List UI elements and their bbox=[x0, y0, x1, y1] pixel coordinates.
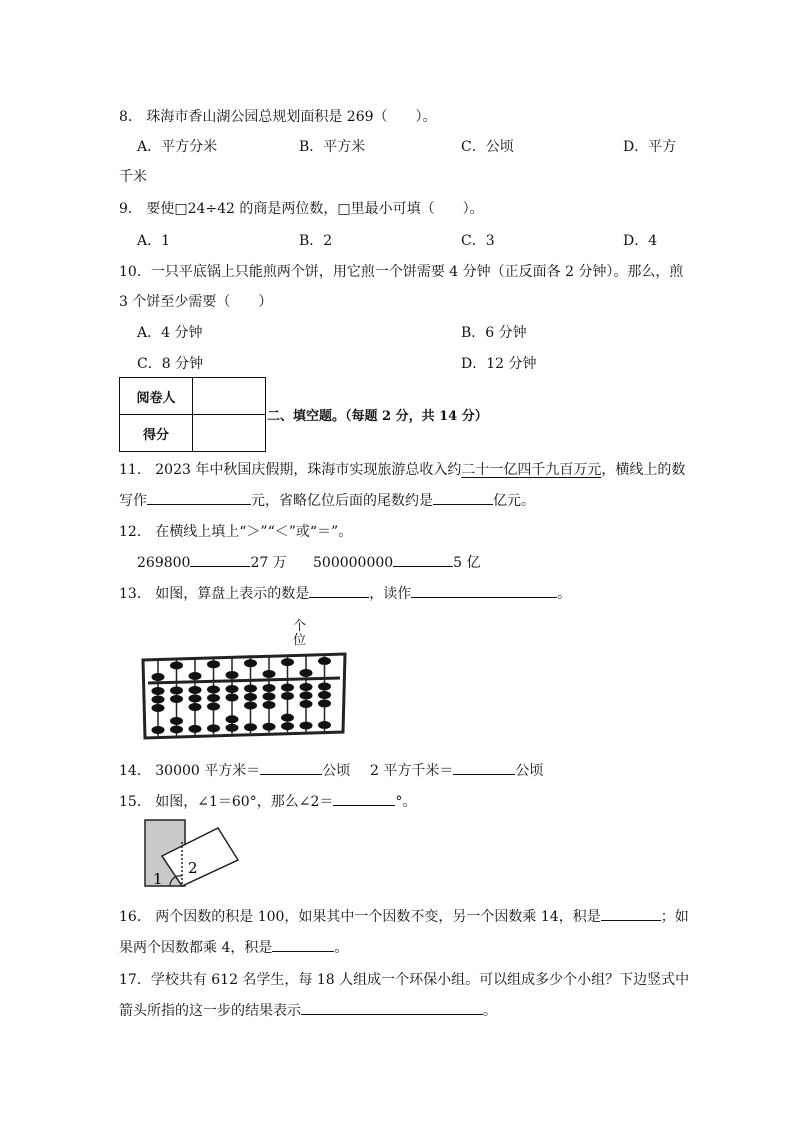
section-2-title: 二、填空题。（每题 2 分，共 14 分） bbox=[267, 409, 488, 424]
abacus-lower-bead bbox=[189, 686, 202, 694]
q8-option-d: D．平方 bbox=[623, 139, 677, 155]
abacus-lower-bead bbox=[300, 692, 313, 700]
reviewer-label: 阅卷人 bbox=[120, 378, 193, 415]
abacus-lower-bead bbox=[170, 717, 183, 725]
abacus-lower-bead bbox=[152, 726, 165, 734]
q8-stem: 8． 珠海市香山湖公园总规划面积是 269（ ）。 bbox=[119, 109, 437, 125]
q8-option-c: C．公顷 bbox=[461, 139, 514, 155]
q10-option-a: A．4 分钟 bbox=[137, 325, 203, 341]
abacus-upper-bead bbox=[170, 661, 183, 669]
q13-blank-2[interactable] bbox=[411, 584, 557, 598]
q9-stem: 9． 要使□24÷42 的商是两位数，□里最小可填（ ）。 bbox=[119, 201, 484, 217]
q10-option-d: D．12 分钟 bbox=[461, 356, 537, 372]
q16-line2-a: 果两个因数都乘 4，积是 bbox=[119, 940, 273, 956]
q9-option-a: A．1 bbox=[137, 233, 171, 249]
abacus-lower-bead bbox=[170, 695, 183, 703]
abacus-lower-bead bbox=[318, 700, 331, 708]
abacus-lower-bead bbox=[226, 715, 239, 723]
angle-figure bbox=[142, 818, 242, 888]
abacus-upper-bead bbox=[207, 660, 220, 668]
abacus-label-char-1: 个 bbox=[293, 619, 307, 634]
q12-blank-2[interactable] bbox=[393, 553, 453, 567]
abacus-lower-bead bbox=[281, 722, 294, 730]
q14-blank-2[interactable] bbox=[453, 761, 515, 775]
abacus-upper-bead bbox=[244, 659, 257, 667]
angle-2-label: 2 bbox=[188, 859, 198, 877]
abacus-lower-bead bbox=[170, 687, 183, 695]
abacus-lower-bead bbox=[244, 693, 257, 701]
abacus-upper-bead bbox=[318, 657, 331, 665]
q11-line2-c: 亿元。 bbox=[493, 493, 535, 509]
abacus-lower-bead bbox=[152, 704, 165, 712]
abacus-lower-bead bbox=[207, 686, 220, 694]
q11-underlined-amount: 二十一亿四千九百万元 bbox=[461, 462, 602, 478]
q14-b-suffix: 公顷 bbox=[515, 763, 544, 779]
q11-line2-b: 元，省略亿位后面的尾数约是 bbox=[251, 493, 433, 509]
q11-line1 bbox=[119, 459, 685, 479]
score-label: 得分 bbox=[120, 415, 193, 452]
q15-stem-a: 15． 如图，∠1＝60°，那么∠2＝ bbox=[119, 794, 334, 810]
q14-b-prefix: 2 平方千米＝ bbox=[370, 763, 454, 779]
q10-option-c: C．8 分钟 bbox=[137, 356, 204, 372]
q10-option-b: B．6 分钟 bbox=[461, 325, 527, 341]
q11-blank-1[interactable] bbox=[147, 491, 251, 505]
q13-stem-c: 。 bbox=[557, 586, 572, 602]
q11-line1-prefix: 11． 2023 年中秋国庆假期，珠海市实现旅游总收入约 bbox=[119, 462, 462, 478]
abacus-lower-bead bbox=[263, 684, 276, 692]
abacus-lower-bead bbox=[189, 725, 202, 733]
abacus-label-ge bbox=[293, 620, 306, 648]
q9-option-c: C．3 bbox=[461, 233, 495, 249]
q9-option-b: B．2 bbox=[299, 233, 333, 249]
q12-left-a: 269800 bbox=[137, 555, 191, 571]
abacus-lower-bead bbox=[244, 702, 257, 710]
q12-left-b: 27 万 bbox=[250, 555, 287, 571]
score-box bbox=[119, 377, 266, 452]
abacus-upper-bead bbox=[152, 673, 165, 681]
abacus-lower-bead bbox=[263, 693, 276, 701]
abacus-lower-bead bbox=[281, 692, 294, 700]
q11-line1-suffix: ，横线上的数 bbox=[601, 462, 686, 478]
q15-stem-b: °。 bbox=[395, 794, 417, 810]
abacus-lower-bead bbox=[263, 701, 276, 709]
abacus-upper-bead bbox=[263, 670, 276, 678]
abacus-lower-bead bbox=[207, 694, 220, 702]
abacus-lower-bead bbox=[281, 684, 294, 692]
abacus-figure bbox=[140, 652, 348, 742]
q12-right-b: 5 亿 bbox=[453, 555, 481, 571]
angle-1-label: 1 bbox=[153, 870, 163, 888]
q8-option-b: B．平方米 bbox=[299, 139, 366, 155]
q16-line1 bbox=[119, 906, 689, 926]
q14-blank-1[interactable] bbox=[260, 761, 322, 775]
q12-stem: 12． 在横线上填上“＞”“＜”或“＝”。 bbox=[119, 524, 353, 540]
q16-line1-a: 16． 两个因数的积是 100，如果其中一个因数不变，另一个因数乘 14，积是 bbox=[119, 909, 601, 925]
q17-line2-b: 。 bbox=[483, 1003, 497, 1019]
q17-blank[interactable] bbox=[301, 1001, 483, 1015]
abacus-lower-bead bbox=[152, 687, 165, 695]
abacus-lower-bead bbox=[207, 703, 220, 711]
q8-option-a: A．平方分米 bbox=[137, 139, 218, 155]
abacus-lower-bead bbox=[300, 700, 313, 708]
q16-line1-b: ；如 bbox=[660, 909, 689, 925]
q14-part-a bbox=[119, 760, 350, 780]
abacus-lower-bead bbox=[281, 714, 294, 722]
abacus-lower-bead bbox=[318, 721, 331, 729]
q17-line2 bbox=[119, 1000, 497, 1020]
q17-line1: 17．学校共有 612 名学生，每 18 人组成一个环保小组。可以组成多少个小组？下边竖式中 bbox=[119, 972, 690, 988]
q15-blank[interactable] bbox=[333, 792, 395, 806]
abacus-lower-bead bbox=[263, 723, 276, 731]
q15-stem bbox=[119, 791, 416, 811]
q14-a-prefix: 14． 30000 平方米＝ bbox=[119, 763, 261, 779]
abacus-upper-bead bbox=[189, 672, 202, 680]
abacus-lower-bead bbox=[244, 723, 257, 731]
abacus-lower-bead bbox=[318, 691, 331, 699]
q13-stem bbox=[119, 583, 571, 603]
q12-blank-1[interactable] bbox=[190, 553, 250, 567]
q13-stem-a: 13． 如图，算盘上表示的数是 bbox=[119, 586, 310, 602]
q16-blank-1[interactable] bbox=[601, 907, 661, 921]
q8-option-d-wrap: 千米 bbox=[119, 169, 147, 185]
q16-line2 bbox=[119, 937, 348, 957]
abacus-lower-bead bbox=[226, 685, 239, 693]
q12-right-a: 500000000 bbox=[313, 555, 394, 571]
q11-line2 bbox=[119, 490, 535, 510]
q17-line2-a: 箭头所指的这一步的结果表示 bbox=[119, 1003, 301, 1019]
abacus-lower-bead bbox=[318, 683, 331, 691]
q13-blank-1[interactable] bbox=[309, 584, 369, 598]
q14-part-b bbox=[370, 760, 543, 780]
reviewer-cell[interactable] bbox=[193, 378, 266, 415]
q16-line2-b: 。 bbox=[334, 940, 349, 956]
q12-left bbox=[137, 552, 287, 572]
abacus-upper-bead bbox=[281, 658, 294, 666]
q11-line2-a: 写作 bbox=[119, 493, 147, 509]
abacus-upper-bead bbox=[300, 669, 313, 677]
q9-option-d: D．4 bbox=[623, 233, 658, 249]
abacus-lower-bead bbox=[152, 696, 165, 704]
q12-right bbox=[313, 552, 481, 572]
score-cell[interactable] bbox=[193, 415, 266, 452]
abacus-lower-bead bbox=[300, 722, 313, 730]
q10-stem-line1: 10．一只平底锅上只能煎两个饼，用它煎一个饼需要 4 分钟（正反面各 2 分钟）。那么，煎 bbox=[119, 264, 684, 280]
q14-a-suffix: 公顷 bbox=[322, 763, 351, 779]
abacus-lower-bead bbox=[170, 725, 183, 733]
abacus-lower-bead bbox=[244, 685, 257, 693]
q16-blank-2[interactable] bbox=[272, 938, 334, 952]
abacus-lower-bead bbox=[226, 694, 239, 702]
q13-stem-b: ，读作 bbox=[369, 586, 412, 602]
abacus-upper-bead bbox=[226, 671, 239, 679]
abacus-lower-bead bbox=[226, 724, 239, 732]
abacus-lower-bead bbox=[207, 724, 220, 732]
abacus-lower-bead bbox=[300, 683, 313, 691]
abacus-lower-bead bbox=[189, 695, 202, 703]
abacus-label-char-2: 位 bbox=[293, 633, 307, 648]
abacus-lower-bead bbox=[189, 703, 202, 711]
q11-blank-2[interactable] bbox=[433, 491, 493, 505]
q10-stem-line2: 3 个饼至少需要（ ） bbox=[119, 294, 273, 310]
